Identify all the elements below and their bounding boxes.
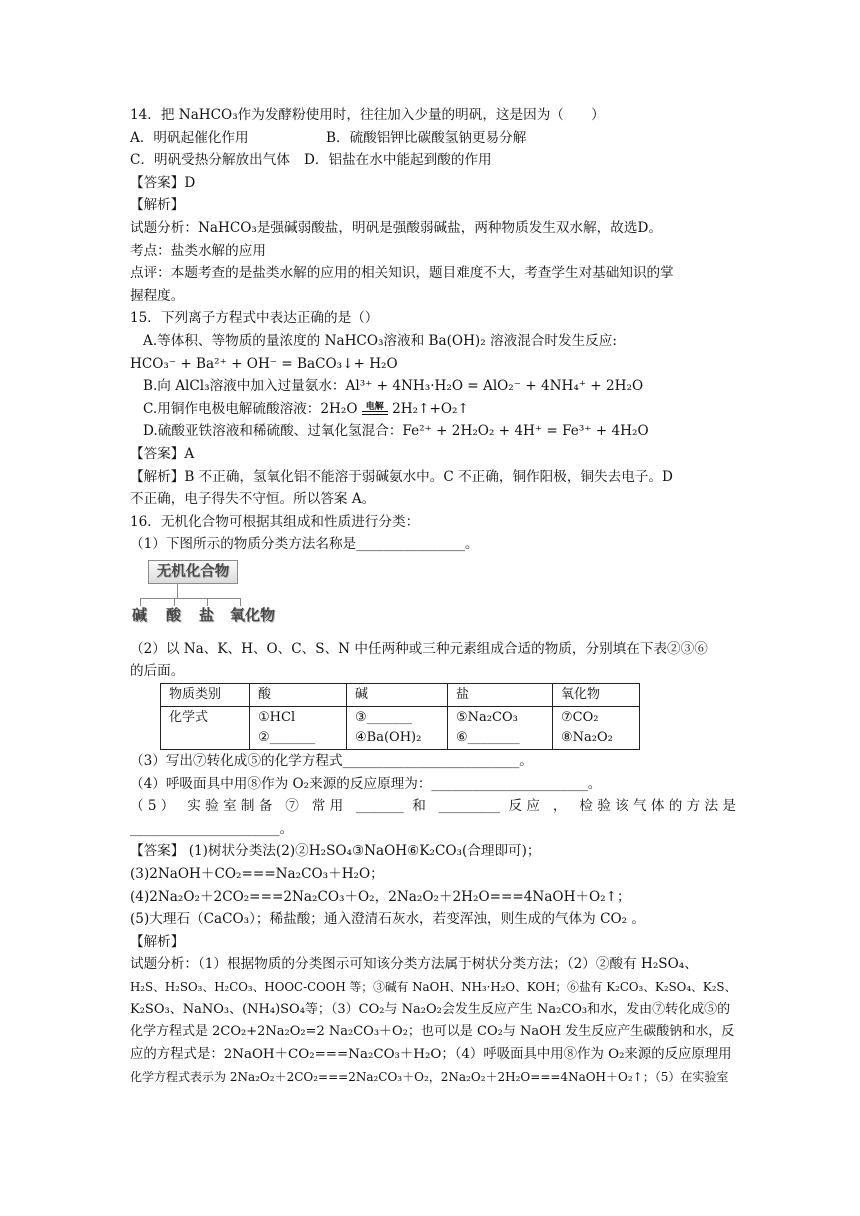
table-row-label: 化学式 [161,707,250,750]
q16-part-3: （3）写出⑦转化成⑤的化学方程式__________________________。 [130,753,533,770]
q15-option-c-left: C.用铜作电极电解硫酸溶液：2H₂O [143,400,358,417]
table-row [161,707,640,750]
q15-answer: 【答案】A [130,445,195,462]
q14-analysis-tag: 【解析】 [130,197,185,214]
q16-part-1: （1）下图所示的物质分类方法名称是________________。 [130,536,479,553]
q14-comment-1: 点评：本题考查的是盐类水解的应用的相关知识，题目难度不大，考查学生对基础知识的掌 [130,265,674,282]
q15-option-a-1: A.等体积、等物质的量浓度的 NaHCO₃溶液和 Ba(OH)₂ 溶液混合时发生反应: [143,332,617,349]
table-header-cell: 碱 [347,684,448,707]
table-cell-line: ①HCl [258,710,296,726]
q16-analysis-5: 应的方程式是：2NaOH＋CO₂===Na₂CO₃＋H₂O；（4）呼吸面具中用⑧作为 O₂来源的反应原理用 [130,1046,732,1062]
q16-answer-2: (3)2NaOH＋CO₂===Na₂CO₃＋H₂O； [130,866,384,883]
q15-option-d: D.硫酸亚铁溶液和稀硫酸、过氧化氢混合：Fe²⁺ + 2H₂O₂ + 4H⁺ = Fe³⁺ + 4H₂O [143,423,649,440]
substance-table [160,683,640,750]
q14-option-d: D．铝盐在水中能起到酸的作用 [304,152,492,169]
q14-options-cd [130,149,736,172]
q14-option-b: B．硫酸铝钾比碳酸氢钠更易分解 [326,129,527,146]
q16-part-5-line-2: ______________________。 [130,820,294,837]
q16-answer-1: 【答案】 (1)树状分类法(2)②H₂SO₄③NaOH⑥K₂CO₃(合理即可)； [130,843,541,860]
table-cell-acid [250,707,347,750]
q14-option-c: C．明矾受热分解放出气体 [130,152,290,169]
q16-analysis-6: 化学方程式表示为 2Na₂O₂＋2CO₂===2Na₂CO₃＋O₂，2Na₂O₂＋2H₂O===4NaOH＋O₂↑；（5）在实验室 [130,1070,729,1085]
diagram-branch-line [140,598,240,599]
table-cell-line: ⑤Na₂CO₃ [456,710,518,726]
diagram-leaf-salt: 盐 [199,605,215,624]
table-cell-line: ④Ba(OH)₂ [355,730,422,746]
q15-option-a-2: HCO₃⁻ + Ba²⁺ + OH⁻ = BaCO₃↓+ H₂O [130,355,398,372]
diagram-leaf-acid: 酸 [166,605,182,624]
q16-part-2-line-1: （2）以 Na、K、H、O、C、S、N 中任两种或三种元素组成合适的物质，分别填在下表②③⑥ [130,640,708,657]
table-cell-base [347,707,448,750]
q16-answer-3: (4)2Na₂O₂＋2CO₂===2Na₂CO₃＋O₂，2Na₂O₂＋2H₂O===4NaOH＋O₂↑； [130,888,631,905]
table-header-cell: 酸 [250,684,347,707]
q14-option-a: A．明矾起催化作用 [130,129,249,146]
table-header-cell: 氧化物 [553,684,640,707]
q16-part-5-line-1: （5） 实验室制备 ⑦ 常用 _______ 和 _________ 反应 ， 检验该气体的方法是 [130,798,736,815]
q15-option-c-right: 2H₂↑+O₂↑ [392,400,469,417]
table-cell-line: ⑦CO₂ [561,710,599,726]
q16-stem: 16．无机化合物可根据其组成和性质进行分类： [130,513,420,530]
electrolysis-arrow [362,402,388,416]
table-cell-salt [448,707,553,750]
q16-analysis-tag: 【解析】 [130,933,185,950]
table-cell-line: ③_______ [355,710,413,726]
table-header-row [161,684,640,707]
q15-analysis-2: 不正确，电子得失不守恒。所以答案 A。 [130,491,376,508]
q14-answer: 【答案】D [130,174,196,191]
document-page [130,104,736,1089]
q15-stem: 15．下列离子方程式中表达正确的是（） [130,310,379,327]
diagram-leaf-oxide: 氧化物 [230,605,276,624]
classification-diagram [130,556,736,638]
q16-answer-4: (5)大理石（CaCO₃）；稀盐酸；通入澄清石灰水，若变浑浊，则生成的气体为 CO₂ 。 [130,911,645,928]
table-header-cell: 盐 [448,684,553,707]
table-header-cell: 物质类别 [161,684,250,707]
q16-analysis-3: K₂SO₃、NaNO₃、(NH₄)SO₄等；（3）CO₂与 Na₂O₂会发生反应产生 Na₂CO₃和水，发由⑦转化成⑤的 [130,1001,731,1017]
q14-stem: 14．把 NaHCO₃作为发酵粉使用时，往往加入少量的明矾，这是因为（ ） [130,107,605,123]
q14-comment-2: 握程度。 [130,287,185,304]
table-cell-line: ②_______ [258,730,316,746]
q16-part-4: （4）呼吸面具中用⑧作为 O₂来源的反应原理为：_______________________。 [130,775,602,792]
q15-option-b: B.向 AlCl₃溶液中加入过量氨水：Al³⁺ + 4NH₃·H₂O = AlO₂⁻ + 4NH₄⁺ + 2H₂O [143,378,644,395]
q15-option-c [130,398,736,421]
q15-analysis-1: 【解析】B 不正确，氢氧化铝不能溶于弱碱氨水中。C 不正确，铜作阳极，铜失去电子。D [130,468,673,485]
table-cell-oxide [553,707,640,750]
q14-analysis: 试题分析：NaHCO₃是强碱弱酸盐，明矾是强酸弱碱盐，两种物质发生双水解，故选D。 [130,219,662,236]
q14-kaodian: 考点：盐类水解的应用 [130,242,266,259]
diagram-leaf-base: 碱 [132,605,148,624]
q16-analysis-2: H₂S、H₂SO₃、H₂CO₃、HOOC-COOH 等；③碱有 NaOH、NH₃·H₂O、KOH；⑥盐有 K₂CO₃、K₂SO₄、K₂S、 [130,980,737,994]
q16-analysis-1: 试题分析：（1）根据物质的分类图示可知该分类方法属于树状分类方法；（2）②酸有 H₂SO₄、 [130,956,698,973]
table-cell-line: ⑧Na₂O₂ [561,730,613,746]
electrolysis-label: 电解 [365,402,384,413]
q16-part-2-line-2: 的后面。 [130,663,185,680]
q14-options-ab [130,127,736,150]
diagram-stem-line [177,584,178,598]
table-cell-line: ⑥________ [456,730,520,746]
diagram-root: 无机化合物 [148,560,238,584]
q16-analysis-4: 化学方程式是 2CO₂+2Na₂O₂=2 Na₂CO₃＋O₂；也可以是 CO₂与 NaOH 发生反应产生碳酸钠和水，反 [130,1024,735,1040]
